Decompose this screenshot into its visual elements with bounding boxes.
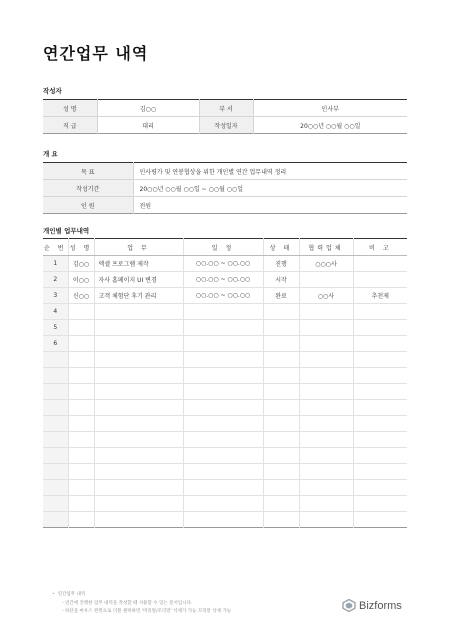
table-header-row [43, 239, 407, 256]
table-row [43, 304, 407, 320]
overview-row [43, 163, 407, 180]
row-task[interactable] [94, 448, 183, 464]
row-status[interactable] [263, 368, 299, 384]
row-number: 1 [43, 256, 68, 272]
row-note[interactable]: 추천제 [353, 288, 407, 304]
row-status[interactable] [263, 320, 299, 336]
row-name[interactable] [68, 464, 94, 480]
row-name[interactable] [68, 448, 94, 464]
row-task[interactable] [94, 464, 183, 480]
row-schedule[interactable] [183, 368, 263, 384]
row-partner[interactable] [299, 272, 353, 288]
row-task[interactable] [94, 368, 183, 384]
rank-value[interactable]: 대리 [97, 117, 199, 134]
table-row [43, 416, 407, 432]
col-header-no: 순 번 [43, 239, 68, 256]
row-schedule[interactable] [183, 352, 263, 368]
row-number: 4 [43, 304, 68, 320]
row-name[interactable] [68, 512, 94, 528]
row-name[interactable] [68, 336, 94, 352]
goal-value[interactable]: 인사평가 및 연봉협상을 위한 개인별 연간 업무내역 정리 [139, 168, 287, 176]
row-name[interactable] [68, 480, 94, 496]
row-schedule[interactable] [183, 320, 263, 336]
row-partner[interactable]: ○○사 [299, 288, 353, 304]
page-title: 연간업무 내역 [43, 44, 149, 63]
row-number [43, 464, 68, 480]
name-label: 성 명 [43, 100, 97, 117]
row-schedule[interactable] [183, 416, 263, 432]
row-number: 2 [43, 272, 68, 288]
table-row [43, 512, 407, 528]
row-status[interactable] [263, 464, 299, 480]
bullet-icon: • [52, 592, 55, 597]
overview-row [43, 197, 407, 214]
members-value[interactable]: 전원 [133, 197, 407, 214]
row-number [43, 448, 68, 464]
row-note[interactable] [353, 384, 407, 400]
row-task[interactable]: 엑셀 프로그램 제작 [94, 256, 183, 272]
row-note[interactable] [353, 464, 407, 480]
row-number: 5 [43, 320, 68, 336]
row-task[interactable] [94, 400, 183, 416]
row-task[interactable] [94, 384, 183, 400]
col-header-schedule: 일 정 [183, 239, 263, 256]
name-value[interactable]: 김○○ [97, 100, 199, 117]
row-note[interactable] [353, 400, 407, 416]
row-status[interactable] [263, 304, 299, 320]
row-schedule[interactable] [183, 448, 263, 464]
row-status[interactable] [263, 384, 299, 400]
date-label: 작성일자 [199, 117, 253, 134]
row-task[interactable] [94, 416, 183, 432]
row-number [43, 400, 68, 416]
bizforms-logo [342, 599, 402, 612]
row-number [43, 416, 68, 432]
row-name[interactable] [68, 352, 94, 368]
row-note[interactable] [353, 272, 407, 288]
row-partner[interactable] [299, 400, 353, 416]
row-note[interactable] [353, 432, 407, 448]
row-number: 3 [43, 288, 68, 304]
table-row [43, 496, 407, 512]
table-row [43, 336, 407, 352]
row-number [43, 432, 68, 448]
row-task[interactable] [94, 320, 183, 336]
row-note[interactable] [353, 336, 407, 352]
row-task[interactable] [94, 336, 183, 352]
personal-table-body [43, 256, 407, 528]
row-name[interactable] [68, 400, 94, 416]
row-schedule[interactable] [183, 496, 263, 512]
row-schedule[interactable]: ○○.○○ ~ ○○.○○ [183, 288, 263, 304]
row-name[interactable] [68, 368, 94, 384]
row-partner[interactable] [299, 512, 353, 528]
row-partner[interactable] [299, 432, 353, 448]
writer-row [43, 100, 407, 117]
row-task[interactable] [94, 480, 183, 496]
row-schedule[interactable] [183, 400, 263, 416]
period-label: 작성기간 [43, 180, 133, 197]
period-value[interactable]: 20○○년 ○○월 ○○일 ~ ○○월 ○○일 [133, 180, 407, 197]
row-schedule[interactable] [183, 464, 263, 480]
row-note[interactable] [353, 320, 407, 336]
row-status[interactable] [263, 432, 299, 448]
goal-label: 목 표 [43, 163, 133, 180]
writer-table [43, 99, 407, 134]
row-partner[interactable] [299, 368, 353, 384]
row-status[interactable] [263, 416, 299, 432]
col-header-status: 상 태 [263, 239, 299, 256]
row-number [43, 368, 68, 384]
table-row [43, 464, 407, 480]
row-name[interactable] [68, 384, 94, 400]
table-row [43, 288, 407, 304]
row-status[interactable] [263, 352, 299, 368]
table-row [43, 400, 407, 416]
col-header-task: 업 무 [94, 239, 183, 256]
department-label: 부 서 [199, 100, 253, 117]
row-number [43, 384, 68, 400]
department-value[interactable]: 인사부 [253, 100, 407, 117]
table-row [43, 432, 407, 448]
table-row [43, 256, 407, 272]
footer-line: - 연간에 진행한 업무 내역을 작성할 때 사용할 수 있는 문서입니다. [62, 600, 193, 606]
col-header-name: 성 명 [68, 239, 94, 256]
row-name[interactable]: 김○○ [68, 256, 94, 272]
row-status[interactable]: 시작 [263, 272, 299, 288]
row-partner[interactable] [299, 320, 353, 336]
row-partner[interactable] [299, 448, 353, 464]
footer-notes [52, 591, 231, 617]
row-name[interactable] [68, 320, 94, 336]
footer-title: 연간업무 내역 [57, 592, 86, 597]
row-task[interactable] [94, 496, 183, 512]
row-name[interactable] [68, 432, 94, 448]
row-schedule[interactable] [183, 304, 263, 320]
table-row [43, 272, 407, 288]
row-number: 6 [43, 336, 68, 352]
members-label: 인 원 [43, 197, 133, 214]
row-schedule[interactable] [183, 384, 263, 400]
row-number [43, 480, 68, 496]
row-note[interactable] [353, 496, 407, 512]
overview-section-label: 개 요 [43, 150, 58, 158]
rank-label: 직 급 [43, 117, 97, 134]
row-note[interactable] [353, 304, 407, 320]
row-note[interactable] [353, 512, 407, 528]
row-partner[interactable] [299, 480, 353, 496]
row-number [43, 352, 68, 368]
row-schedule[interactable] [183, 480, 263, 496]
row-partner[interactable] [299, 384, 353, 400]
row-name[interactable]: 이○○ [68, 272, 94, 288]
row-partner[interactable] [299, 464, 353, 480]
row-note[interactable] [353, 352, 407, 368]
row-partner[interactable] [299, 496, 353, 512]
table-row [43, 448, 407, 464]
row-task[interactable] [94, 432, 183, 448]
row-name[interactable] [68, 304, 94, 320]
row-name[interactable] [68, 416, 94, 432]
row-note[interactable] [353, 368, 407, 384]
row-task[interactable]: 자사 홈페이지 UI 변경 [94, 272, 183, 288]
table-row [43, 480, 407, 496]
row-schedule[interactable]: ○○.○○ ~ ○○.○○ [183, 272, 263, 288]
col-header-note: 비 고 [353, 239, 407, 256]
date-value[interactable]: 20○○년 ○○월 ○○일 [253, 117, 407, 134]
row-partner[interactable] [299, 352, 353, 368]
row-partner[interactable]: ○○○사 [299, 256, 353, 272]
row-note[interactable] [353, 480, 407, 496]
bizforms-logo-icon [342, 599, 356, 612]
row-number [43, 496, 68, 512]
row-note[interactable] [353, 256, 407, 272]
row-task[interactable]: 고객 체험단 후기 관리 [94, 288, 183, 304]
table-row [43, 368, 407, 384]
row-schedule[interactable] [183, 512, 263, 528]
row-status[interactable] [263, 400, 299, 416]
row-status[interactable] [263, 512, 299, 528]
row-status[interactable] [263, 336, 299, 352]
row-task[interactable] [94, 304, 183, 320]
table-row [43, 352, 407, 368]
row-partner[interactable] [299, 336, 353, 352]
row-status[interactable] [263, 448, 299, 464]
overview-row [43, 180, 407, 197]
table-row [43, 320, 407, 336]
overview-table [43, 162, 407, 214]
row-number [43, 512, 68, 528]
row-schedule[interactable]: ○○.○○ ~ ○○.○○ [183, 256, 263, 272]
row-status[interactable]: 진행 [263, 256, 299, 272]
logo-text: Bizforms [359, 599, 402, 612]
row-note[interactable] [353, 416, 407, 432]
personal-task-table [43, 238, 407, 528]
row-schedule[interactable] [183, 432, 263, 448]
table-row [43, 384, 407, 400]
row-partner[interactable] [299, 416, 353, 432]
footer-line: - 하단을 마우스 왼쪽으로 더블 클릭하면 '머리말/꼬리말' 삭제가 가능 꼬리말 삭제 가능 [62, 609, 232, 615]
row-partner[interactable] [299, 304, 353, 320]
row-status[interactable]: 완료 [263, 288, 299, 304]
row-status[interactable] [263, 496, 299, 512]
writer-row [43, 117, 407, 134]
row-name[interactable] [68, 496, 94, 512]
row-status[interactable] [263, 480, 299, 496]
row-task[interactable] [94, 512, 183, 528]
row-note[interactable] [353, 448, 407, 464]
writer-section-label: 작성자 [43, 87, 62, 95]
row-schedule[interactable] [183, 336, 263, 352]
col-header-partner: 협력업체 [299, 239, 353, 256]
row-task[interactable] [94, 352, 183, 368]
row-name[interactable]: 신○○ [68, 288, 94, 304]
personal-section-label: 개인별 업무내역 [43, 227, 90, 235]
